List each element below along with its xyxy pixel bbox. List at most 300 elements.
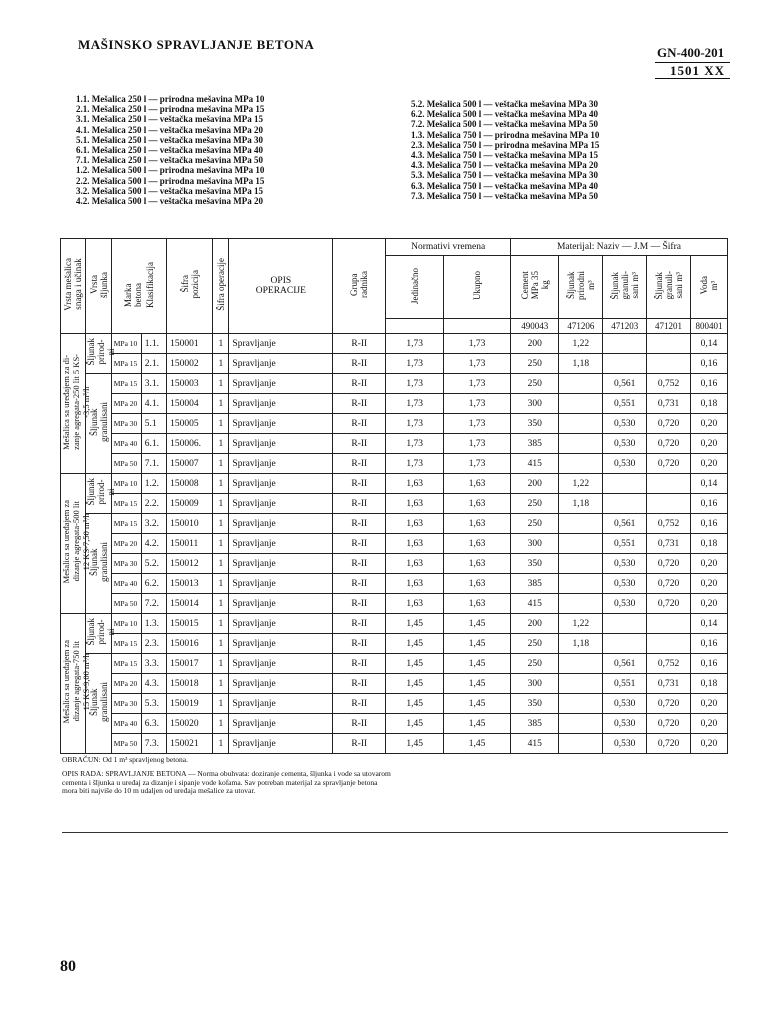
cell-sg1: 0,530 bbox=[603, 414, 647, 434]
cell-sg2: 0,720 bbox=[647, 574, 691, 594]
cell-opis: Spravljanje bbox=[229, 714, 333, 734]
cell-op: 1 bbox=[213, 554, 229, 574]
table-row bbox=[61, 634, 728, 654]
cell-mpa: MPa 50 bbox=[111, 734, 141, 754]
cell-poz: 150016 bbox=[167, 634, 213, 654]
divider bbox=[62, 832, 728, 833]
cell-uk: 1,73 bbox=[444, 434, 511, 454]
cell-opis: Spravljanje bbox=[229, 674, 333, 694]
cell-cem: 415 bbox=[510, 734, 558, 754]
cell-mpa: MPa 15 bbox=[111, 374, 141, 394]
header-worker-group: Grupa radnika bbox=[333, 239, 386, 334]
cell-op: 1 bbox=[213, 474, 229, 494]
cell-op: 1 bbox=[213, 634, 229, 654]
header-total: Ukupno bbox=[444, 256, 511, 319]
cell-kl: 3.3. bbox=[141, 654, 166, 674]
cell-grupa: R-II bbox=[333, 514, 386, 534]
material-code: 471201 bbox=[647, 319, 691, 334]
cell-cem: 415 bbox=[510, 594, 558, 614]
material-code: 471206 bbox=[559, 319, 603, 334]
cell-op: 1 bbox=[213, 694, 229, 714]
cell-voda: 0,16 bbox=[690, 374, 727, 394]
cell-uk: 1,45 bbox=[444, 734, 511, 754]
cell-kl: 2.1. bbox=[141, 354, 166, 374]
cell-kl: 3.1. bbox=[141, 374, 166, 394]
table-row bbox=[61, 534, 728, 554]
cell-jed: 1,73 bbox=[386, 454, 444, 474]
divider bbox=[655, 78, 730, 79]
cell-jed: 1,63 bbox=[386, 554, 444, 574]
cell-op: 1 bbox=[213, 594, 229, 614]
cell-opis: Spravljanje bbox=[229, 594, 333, 614]
cell-kl: 7.3. bbox=[141, 734, 166, 754]
cell-mpa: MPa 50 bbox=[111, 594, 141, 614]
cell-opis: Spravljanje bbox=[229, 374, 333, 394]
cell-uk: 1,73 bbox=[444, 374, 511, 394]
cell-kl: 7.1. bbox=[141, 454, 166, 474]
cell-op: 1 bbox=[213, 714, 229, 734]
cell-sp bbox=[559, 514, 603, 534]
cell-jed: 1,63 bbox=[386, 494, 444, 514]
cell-mpa: MPa 20 bbox=[111, 534, 141, 554]
cell-jed: 1,45 bbox=[386, 734, 444, 754]
cell-sg2 bbox=[647, 614, 691, 634]
cell-sp bbox=[559, 714, 603, 734]
cell-sg2: 0,720 bbox=[647, 554, 691, 574]
cell-opis: Spravljanje bbox=[229, 434, 333, 454]
cell-poz: 150011 bbox=[167, 534, 213, 554]
material-code: 471203 bbox=[603, 319, 647, 334]
cell-sg1: 0,530 bbox=[603, 434, 647, 454]
cell-jed: 1,63 bbox=[386, 594, 444, 614]
cell-grupa: R-II bbox=[333, 374, 386, 394]
cell-jed: 1,45 bbox=[386, 694, 444, 714]
gravel-type-cell: Šljunak prirod- ni bbox=[86, 334, 111, 374]
cell-mpa: MPa 30 bbox=[111, 694, 141, 714]
cell-uk: 1,45 bbox=[444, 654, 511, 674]
cell-voda: 0,16 bbox=[690, 514, 727, 534]
cell-op: 1 bbox=[213, 394, 229, 414]
cell-jed: 1,73 bbox=[386, 434, 444, 454]
mix-list-item: 5.3. Mešalica 750 l — veštačka mešavina MPa 30 bbox=[411, 170, 598, 181]
cell-cem: 200 bbox=[510, 474, 558, 494]
cell-op: 1 bbox=[213, 334, 229, 354]
header-natural-gravel: Šljunak prirodni m³ bbox=[559, 256, 603, 319]
cell-cem: 300 bbox=[510, 394, 558, 414]
cell-kl: 1.2. bbox=[141, 474, 166, 494]
cell-uk: 1,73 bbox=[444, 454, 511, 474]
cell-grupa: R-II bbox=[333, 674, 386, 694]
cell-grupa: R-II bbox=[333, 414, 386, 434]
cell-poz: 150009 bbox=[167, 494, 213, 514]
cell-grupa: R-II bbox=[333, 554, 386, 574]
cell-mpa: MPa 15 bbox=[111, 494, 141, 514]
cell-op: 1 bbox=[213, 654, 229, 674]
cell-grupa: R-II bbox=[333, 594, 386, 614]
cell-kl: 1.3. bbox=[141, 614, 166, 634]
cell-uk: 1,63 bbox=[444, 574, 511, 594]
cell-kl: 7.2. bbox=[141, 594, 166, 614]
table-row bbox=[61, 354, 728, 374]
cell-jed: 1,73 bbox=[386, 394, 444, 414]
mix-list-item: 4.1. Mešalica 250 l — veštačka mešavina MPa 20 bbox=[76, 124, 263, 135]
cell-opis: Spravljanje bbox=[229, 734, 333, 754]
cell-uk: 1,73 bbox=[444, 414, 511, 434]
cell-jed: 1,73 bbox=[386, 414, 444, 434]
cell-sg2: 0,720 bbox=[647, 414, 691, 434]
mix-list-item: 2.1. Mešalica 250 l — prirodna mešavina MPa 15 bbox=[76, 104, 265, 115]
mix-list-item: 5.2. Mešalica 500 l — veštačka mešavina MPa 30 bbox=[411, 99, 598, 109]
cell-opis: Spravljanje bbox=[229, 494, 333, 514]
mix-list-item: 7.3. Mešalica 750 l — veštačka mešavina MPa 50 bbox=[411, 190, 598, 201]
header-operation-code: Šifra operacije bbox=[213, 239, 229, 334]
cell-voda: 0,16 bbox=[690, 634, 727, 654]
cell-sg2: 0,720 bbox=[647, 434, 691, 454]
cell-sp bbox=[559, 414, 603, 434]
cell-uk: 1,45 bbox=[444, 614, 511, 634]
material-code: 800401 bbox=[690, 319, 727, 334]
cell-grupa: R-II bbox=[333, 634, 386, 654]
table-row bbox=[61, 554, 728, 574]
cell-opis: Spravljanje bbox=[229, 394, 333, 414]
cell-voda: 0,20 bbox=[690, 414, 727, 434]
cell-voda: 0,20 bbox=[690, 694, 727, 714]
cell-mpa: MPa 20 bbox=[111, 674, 141, 694]
cell-grupa: R-II bbox=[333, 454, 386, 474]
cell-cem: 300 bbox=[510, 534, 558, 554]
cell-jed: 1,63 bbox=[386, 534, 444, 554]
header-gravel-type: Vrsta šljunka bbox=[86, 239, 111, 334]
table-row bbox=[61, 494, 728, 514]
header-operation-desc: OPIS OPERACIJE bbox=[229, 239, 333, 334]
cell-jed: 1,63 bbox=[386, 514, 444, 534]
cell-sg2: 0,731 bbox=[647, 534, 691, 554]
cell-op: 1 bbox=[213, 454, 229, 474]
cell-poz: 150005 bbox=[167, 414, 213, 434]
table-row bbox=[61, 694, 728, 714]
cell-mpa: MPa 40 bbox=[111, 434, 141, 454]
cell-sp: 1,22 bbox=[559, 334, 603, 354]
cell-sg1 bbox=[603, 494, 647, 514]
cell-sg1 bbox=[603, 354, 647, 374]
cell-cem: 385 bbox=[510, 714, 558, 734]
table-row bbox=[61, 734, 728, 754]
table-row bbox=[61, 514, 728, 534]
cell-jed: 1,45 bbox=[386, 654, 444, 674]
cell-poz: 150021 bbox=[167, 734, 213, 754]
cell-opis: Spravljanje bbox=[229, 474, 333, 494]
cell-grupa: R-II bbox=[333, 474, 386, 494]
cell-jed: 1,63 bbox=[386, 574, 444, 594]
cell-grupa: R-II bbox=[333, 734, 386, 754]
cell-sg1: 0,551 bbox=[603, 534, 647, 554]
cell-voda: 0,20 bbox=[690, 434, 727, 454]
cell-sg2 bbox=[647, 474, 691, 494]
cell-sp bbox=[559, 594, 603, 614]
gravel-type-cell: Šljunak granulisani bbox=[86, 514, 111, 614]
cell-grupa: R-II bbox=[333, 534, 386, 554]
cell-sg1: 0,530 bbox=[603, 554, 647, 574]
cell-poz: 150007 bbox=[167, 454, 213, 474]
cell-op: 1 bbox=[213, 614, 229, 634]
cell-sg1: 0,551 bbox=[603, 674, 647, 694]
header-granulated-gravel-2: Šljunak granuli- sani m³ bbox=[647, 256, 691, 319]
header-cement: Cement MPa 35 kg bbox=[510, 256, 558, 319]
cell-sg1: 0,530 bbox=[603, 454, 647, 474]
cell-grupa: R-II bbox=[333, 714, 386, 734]
cell-kl: 4.1. bbox=[141, 394, 166, 414]
cell-sp: 1,22 bbox=[559, 474, 603, 494]
table-row bbox=[61, 614, 728, 634]
cell-jed: 1,45 bbox=[386, 614, 444, 634]
mixer-type-cell: Mešalica sa uređajem za dizanje agregata-500 lit 12 KS-7,50 m³/h bbox=[61, 474, 86, 614]
header-time-norms: Normativi vremena bbox=[386, 239, 511, 256]
cell-op: 1 bbox=[213, 674, 229, 694]
cell-voda: 0,20 bbox=[690, 574, 727, 594]
cell-sg2: 0,731 bbox=[647, 674, 691, 694]
cell-jed: 1,45 bbox=[386, 674, 444, 694]
cell-sp bbox=[559, 654, 603, 674]
cell-mpa: MPa 40 bbox=[111, 714, 141, 734]
cell-kl: 5.3. bbox=[141, 694, 166, 714]
cell-sp: 1,22 bbox=[559, 614, 603, 634]
cell-cem: 250 bbox=[510, 654, 558, 674]
mix-list-item: 7.1. Mešalica 250 l — veštačka mešavina MPa 50 bbox=[76, 155, 263, 166]
cell-uk: 1,73 bbox=[444, 334, 511, 354]
cell-sg2: 0,731 bbox=[647, 394, 691, 414]
cell-grupa: R-II bbox=[333, 694, 386, 714]
cell-uk: 1,45 bbox=[444, 694, 511, 714]
cell-voda: 0,14 bbox=[690, 474, 727, 494]
table-row bbox=[61, 654, 728, 674]
cell-sg1 bbox=[603, 334, 647, 354]
table-row bbox=[61, 334, 728, 354]
cell-cem: 250 bbox=[510, 634, 558, 654]
cell-uk: 1,73 bbox=[444, 394, 511, 414]
cell-mpa: MPa 15 bbox=[111, 514, 141, 534]
cell-cem: 350 bbox=[510, 694, 558, 714]
cell-sg2 bbox=[647, 334, 691, 354]
cell-cem: 250 bbox=[510, 494, 558, 514]
cell-sg1: 0,530 bbox=[603, 574, 647, 594]
cell-mpa: MPa 10 bbox=[111, 474, 141, 494]
table-row bbox=[61, 434, 728, 454]
cell-poz: 150013 bbox=[167, 574, 213, 594]
header-concrete-grade: Marka betona Klasifikacija bbox=[111, 239, 166, 334]
cell-kl: 2.3. bbox=[141, 634, 166, 654]
table-row bbox=[61, 374, 728, 394]
mix-list-item: 6.2. Mešalica 500 l — veštačka mešavina MPa 40 bbox=[411, 109, 598, 120]
cell-uk: 1,63 bbox=[444, 494, 511, 514]
cell-cem: 250 bbox=[510, 354, 558, 374]
cell-sg1 bbox=[603, 634, 647, 654]
cell-sp: 1,18 bbox=[559, 354, 603, 374]
cell-voda: 0,20 bbox=[690, 454, 727, 474]
cell-poz: 150015 bbox=[167, 614, 213, 634]
cell-opis: Spravljanje bbox=[229, 334, 333, 354]
cell-opis: Spravljanje bbox=[229, 634, 333, 654]
cell-poz: 150002 bbox=[167, 354, 213, 374]
cell-poz: 150012 bbox=[167, 554, 213, 574]
cell-mpa: MPa 20 bbox=[111, 394, 141, 414]
cell-jed: 1,73 bbox=[386, 334, 444, 354]
cell-poz: 150004 bbox=[167, 394, 213, 414]
cell-sg2 bbox=[647, 634, 691, 654]
header-mixer-type: Vrsta mešalica snaga i učinak bbox=[61, 239, 86, 334]
mix-list-item: 2.2. Mešalica 500 l — prirodna mešavina MPa 15 bbox=[76, 175, 265, 186]
cell-mpa: MPa 15 bbox=[111, 354, 141, 374]
cell-grupa: R-II bbox=[333, 434, 386, 454]
cell-mpa: MPa 10 bbox=[111, 614, 141, 634]
cell-voda: 0,20 bbox=[690, 594, 727, 614]
cell-poz: 150014 bbox=[167, 594, 213, 614]
cell-voda: 0,16 bbox=[690, 494, 727, 514]
cell-mpa: MPa 30 bbox=[111, 554, 141, 574]
table-row bbox=[61, 414, 728, 434]
cell-sg2: 0,720 bbox=[647, 454, 691, 474]
cell-sp bbox=[559, 674, 603, 694]
cell-mpa: MPa 30 bbox=[111, 414, 141, 434]
cell-opis: Spravljanje bbox=[229, 574, 333, 594]
cell-kl: 6.2. bbox=[141, 574, 166, 594]
cell-grupa: R-II bbox=[333, 354, 386, 374]
cell-voda: 0,18 bbox=[690, 394, 727, 414]
header-granulated-gravel-1: Šljunak granuli- sani m³ bbox=[603, 256, 647, 319]
material-code: 490043 bbox=[510, 319, 558, 334]
cell-voda: 0,20 bbox=[690, 554, 727, 574]
cell-opis: Spravljanje bbox=[229, 534, 333, 554]
cell-sp bbox=[559, 574, 603, 594]
cell-sp bbox=[559, 534, 603, 554]
cell-voda: 0,20 bbox=[690, 734, 727, 754]
cell-jed: 1,45 bbox=[386, 714, 444, 734]
cell-sg1: 0,530 bbox=[603, 594, 647, 614]
cell-op: 1 bbox=[213, 514, 229, 534]
cell-uk: 1,63 bbox=[444, 594, 511, 614]
mix-list-item: 4.3. Mešalica 750 l — veštačka mešavina MPa 15 bbox=[411, 150, 598, 161]
norms-table bbox=[60, 238, 728, 754]
cell-poz: 150008 bbox=[167, 474, 213, 494]
cell-poz: 150018 bbox=[167, 674, 213, 694]
cell-uk: 1,45 bbox=[444, 634, 511, 654]
cell-grupa: R-II bbox=[333, 494, 386, 514]
cell-voda: 0,18 bbox=[690, 674, 727, 694]
cell-sg2: 0,720 bbox=[647, 734, 691, 754]
header-water: Voda m³ bbox=[690, 256, 727, 319]
cell-voda: 0,20 bbox=[690, 714, 727, 734]
cell-uk: 1,45 bbox=[444, 674, 511, 694]
cell-sp bbox=[559, 454, 603, 474]
mix-list-item: 4.3. Mešalica 750 l — veštačka mešavina MPa 20 bbox=[411, 160, 598, 171]
cell-mpa: MPa 40 bbox=[111, 574, 141, 594]
mix-list-item: 6.3. Mešalica 750 l — veštačka mešavina MPa 40 bbox=[411, 180, 598, 191]
mix-list-item: 1.2. Mešalica 500 l — prirodna mešavina MPa 10 bbox=[76, 165, 265, 176]
cell-kl: 2.2. bbox=[141, 494, 166, 514]
mixer-type-cell: Mešalica sa uređajem za dizanje agregata-750 lit 15 KS-9,00 m³/h bbox=[61, 614, 86, 754]
cell-sg2: 0,752 bbox=[647, 654, 691, 674]
cell-cem: 385 bbox=[510, 434, 558, 454]
cell-opis: Spravljanje bbox=[229, 654, 333, 674]
cell-cem: 415 bbox=[510, 454, 558, 474]
cell-op: 1 bbox=[213, 574, 229, 594]
table-row bbox=[61, 594, 728, 614]
cell-sg1 bbox=[603, 614, 647, 634]
cell-sg2: 0,720 bbox=[647, 594, 691, 614]
cell-sp bbox=[559, 374, 603, 394]
table-row bbox=[61, 714, 728, 734]
cell-sg1: 0,561 bbox=[603, 654, 647, 674]
cell-jed: 1,45 bbox=[386, 634, 444, 654]
page-number: 80 bbox=[60, 958, 76, 975]
mix-list-item: 6.1. Mešalica 250 l — veštačka mešavina MPa 40 bbox=[76, 145, 263, 156]
cell-op: 1 bbox=[213, 374, 229, 394]
cell-uk: 1,63 bbox=[444, 554, 511, 574]
cell-sg2: 0,752 bbox=[647, 374, 691, 394]
cell-cem: 250 bbox=[510, 374, 558, 394]
cell-sg1: 0,561 bbox=[603, 374, 647, 394]
cell-sg2 bbox=[647, 494, 691, 514]
cell-grupa: R-II bbox=[333, 614, 386, 634]
cell-uk: 1,45 bbox=[444, 714, 511, 734]
cell-sp bbox=[559, 434, 603, 454]
cell-sp: 1,18 bbox=[559, 494, 603, 514]
mixer-type-cell: Mešalica sa uređajem za di- zanje agregata-250 lit 5 KS- -3,5 m³/h bbox=[61, 334, 86, 474]
cell-kl: 6.3. bbox=[141, 714, 166, 734]
cell-sp bbox=[559, 734, 603, 754]
cell-poz: 150019 bbox=[167, 694, 213, 714]
cell-sp bbox=[559, 694, 603, 714]
cell-cem: 200 bbox=[510, 334, 558, 354]
mix-list-item: 1.1. Mešalica 250 l — prirodna mešavina MPa 10 bbox=[76, 94, 265, 104]
cell-cem: 350 bbox=[510, 554, 558, 574]
cell-poz: 150006. bbox=[167, 434, 213, 454]
cell-sg2: 0,720 bbox=[647, 714, 691, 734]
cell-uk: 1,63 bbox=[444, 534, 511, 554]
table-row bbox=[61, 574, 728, 594]
cell-cem: 350 bbox=[510, 414, 558, 434]
cell-sg1 bbox=[603, 474, 647, 494]
cell-voda: 0,14 bbox=[690, 334, 727, 354]
cell-poz: 150010 bbox=[167, 514, 213, 534]
cell-kl: 5.1 bbox=[141, 414, 166, 434]
table-row bbox=[61, 474, 728, 494]
cell-jed: 1,73 bbox=[386, 354, 444, 374]
cell-sg1: 0,530 bbox=[603, 714, 647, 734]
mix-list-left bbox=[76, 94, 264, 206]
cell-opis: Spravljanje bbox=[229, 514, 333, 534]
cell-kl: 6.1. bbox=[141, 434, 166, 454]
cell-kl: 5.2. bbox=[141, 554, 166, 574]
cell-mpa: MPa 15 bbox=[111, 634, 141, 654]
calculation-note: OBRAČUN: Od 1 m³ spravljenog betona. bbox=[62, 755, 188, 764]
cell-uk: 1,73 bbox=[444, 354, 511, 374]
mix-list-item: 3.1. Mešalica 250 l — veštačka mešavina MPa 15 bbox=[76, 114, 263, 125]
cell-opis: Spravljanje bbox=[229, 354, 333, 374]
cell-cem: 200 bbox=[510, 614, 558, 634]
cell-uk: 1,63 bbox=[444, 474, 511, 494]
cell-kl: 3.2. bbox=[141, 514, 166, 534]
cell-voda: 0,16 bbox=[690, 654, 727, 674]
cell-grupa: R-II bbox=[333, 574, 386, 594]
work-description: OPIS RADA: SPRAVLJANJE BETONA — Norma obuhvata: doziranje cementa, šljunka i vode sa utovarom cementa i šljunka u uređaj za dizanje i sipanje vode kofama. Sav potreban materijal za spravljanje betona mora biti najviše do 10 m udaljen od uređaja mešalice za utovar. bbox=[62, 769, 391, 796]
cell-mpa: MPa 50 bbox=[111, 454, 141, 474]
cell-grupa: R-II bbox=[333, 394, 386, 414]
mix-list-item: 1.3. Mešalica 750 l — prirodna mešavina MPa 10 bbox=[411, 129, 600, 140]
cell-op: 1 bbox=[213, 534, 229, 554]
cell-opis: Spravljanje bbox=[229, 554, 333, 574]
cell-sg1: 0,530 bbox=[603, 694, 647, 714]
mix-list-right bbox=[411, 99, 599, 201]
